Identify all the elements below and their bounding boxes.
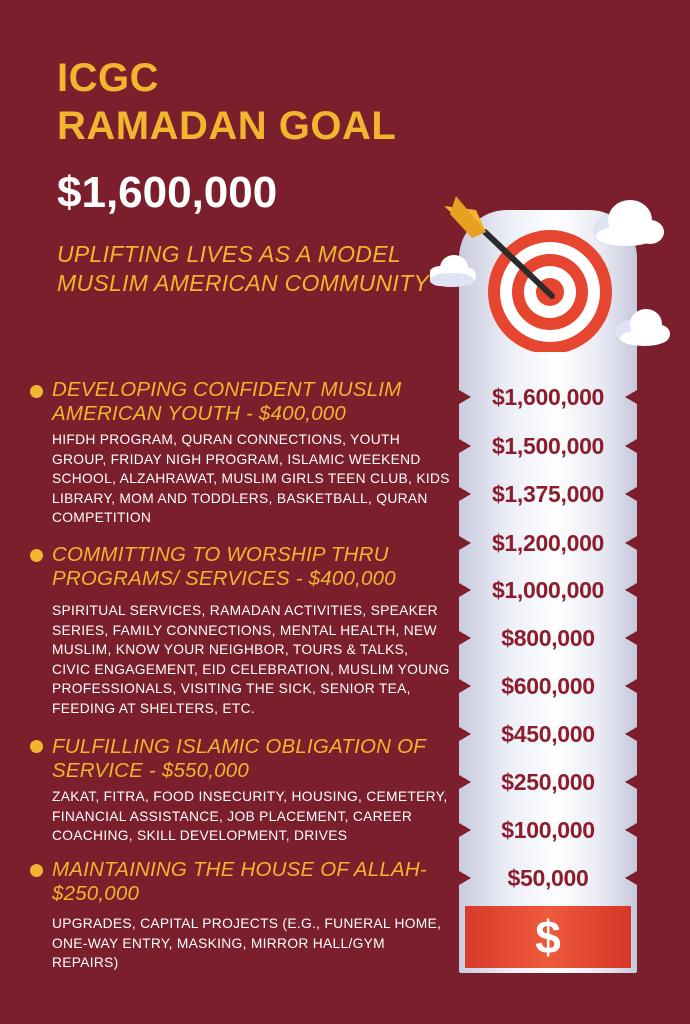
level-1375000: $1,375,000 [491, 481, 605, 507]
level-1200000: $1,200,000 [491, 530, 605, 556]
section-heading: MAINTAINING THE HOUSE OF ALLAH- $250,000 [52, 858, 427, 905]
goal-amount: $1,600,000 [57, 168, 278, 217]
subtitle: UPLIFTING LIVES AS A MODEL MUSLIM AMERICAN COMMUNITY [57, 241, 430, 296]
bullet-icon [30, 740, 43, 753]
section-worship [30, 543, 450, 718]
level-1600000: $1,600,000 [491, 384, 605, 410]
section-body: SPIRITUAL SERVICES, RAMADAN ACTIVITIES, SPEAKER SERIES, FAMILY CONNECTIONS, MENTAL HEALTH, NEW MUSLIM, KNOW YOUR NEIGHBOR, TOURS & TALKS, CIVIC ENGAGEMENT, EID CELEBRATION, MUSLIM YOUNG PROFESSIONALS, VISITING THE SICK, SENIOR TEA, FEEDING AT SHELTERS, ETC. [52, 603, 450, 716]
title-line-1: ICGC [57, 56, 159, 100]
level-100000: $100,000 [501, 817, 595, 843]
cloud-icon [616, 309, 670, 346]
tick-notch [625, 439, 637, 453]
level-450000: $450,000 [501, 721, 595, 747]
tick-notch [459, 631, 471, 645]
bullet-icon [30, 385, 43, 398]
bullet-icon [30, 864, 43, 877]
level-1000000: $1,000,000 [491, 577, 605, 603]
tick-notch [625, 823, 637, 837]
tick-notch [459, 823, 471, 837]
bullet-icon [30, 549, 43, 562]
section-body: ZAKAT, FITRA, FOOD INSECURITY, HOUSING, CEMETERY, FINANCIAL ASSISTANCE, JOB PLACEMENT, CAREER COACHING, SKILL DEVELOPMENT, DRIVES [52, 789, 448, 843]
level-250000: $250,000 [501, 769, 595, 795]
tick-notch [459, 536, 471, 550]
tick-notch [625, 583, 637, 597]
section-heading: FULFILLING ISLAMIC OBLIGATION OF SERVICE - $550,000 [52, 735, 426, 782]
tick-notch [625, 487, 637, 501]
tick-notch [625, 871, 637, 885]
tick-notch [459, 727, 471, 741]
base-dollar-badge: $ [465, 906, 631, 968]
section-heading: DEVELOPING CONFIDENT MUSLIM AMERICAN YOUTH - $400,000 [52, 378, 402, 425]
title-line-2: RAMADAN GOAL [57, 104, 397, 148]
tick-notch [459, 487, 471, 501]
level-800000: $800,000 [501, 625, 595, 651]
tick-notch [459, 679, 471, 693]
tick-notch [625, 631, 637, 645]
tick-notch [625, 727, 637, 741]
target-icon [430, 192, 670, 352]
tick-notch [459, 583, 471, 597]
tick-notch [459, 390, 471, 404]
tick-notch [625, 536, 637, 550]
level-600000: $600,000 [501, 673, 595, 699]
section-body: UPGRADES, CAPITAL PROJECTS (E.G., FUNERAL HOME, ONE-WAY ENTRY, MASKING, MIRROR HALL/GYM REPAIRS) [52, 916, 442, 970]
section-house-of-allah [30, 858, 450, 973]
tick-notch [459, 439, 471, 453]
tick-notch [625, 679, 637, 693]
section-youth [30, 378, 450, 528]
tick-notch [625, 390, 637, 404]
section-body: HIFDH PROGRAM, QURAN CONNECTIONS, YOUTH GROUP, FRIDAY NIGH PROGRAM, ISLAMIC WEEKEND SCHOOL, ALZAHRAWAT, MUSLIM GIRLS TEEN CLUB, KIDS LIBRARY, MOM AND TODDLERS, BASKETBALL, QURAN COMPETITION [52, 432, 450, 525]
tick-notch [459, 775, 471, 789]
cloud-icon [593, 200, 664, 246]
level-1500000: $1,500,000 [491, 433, 605, 459]
cloud-icon [430, 255, 476, 287]
tick-notch [625, 775, 637, 789]
section-heading: COMMITTING TO WORSHIP THRU PROGRAMS/ SERVICES - $400,000 [52, 543, 396, 590]
tick-notch [459, 871, 471, 885]
section-service [30, 735, 450, 846]
level-50000: $50,000 [507, 865, 589, 891]
